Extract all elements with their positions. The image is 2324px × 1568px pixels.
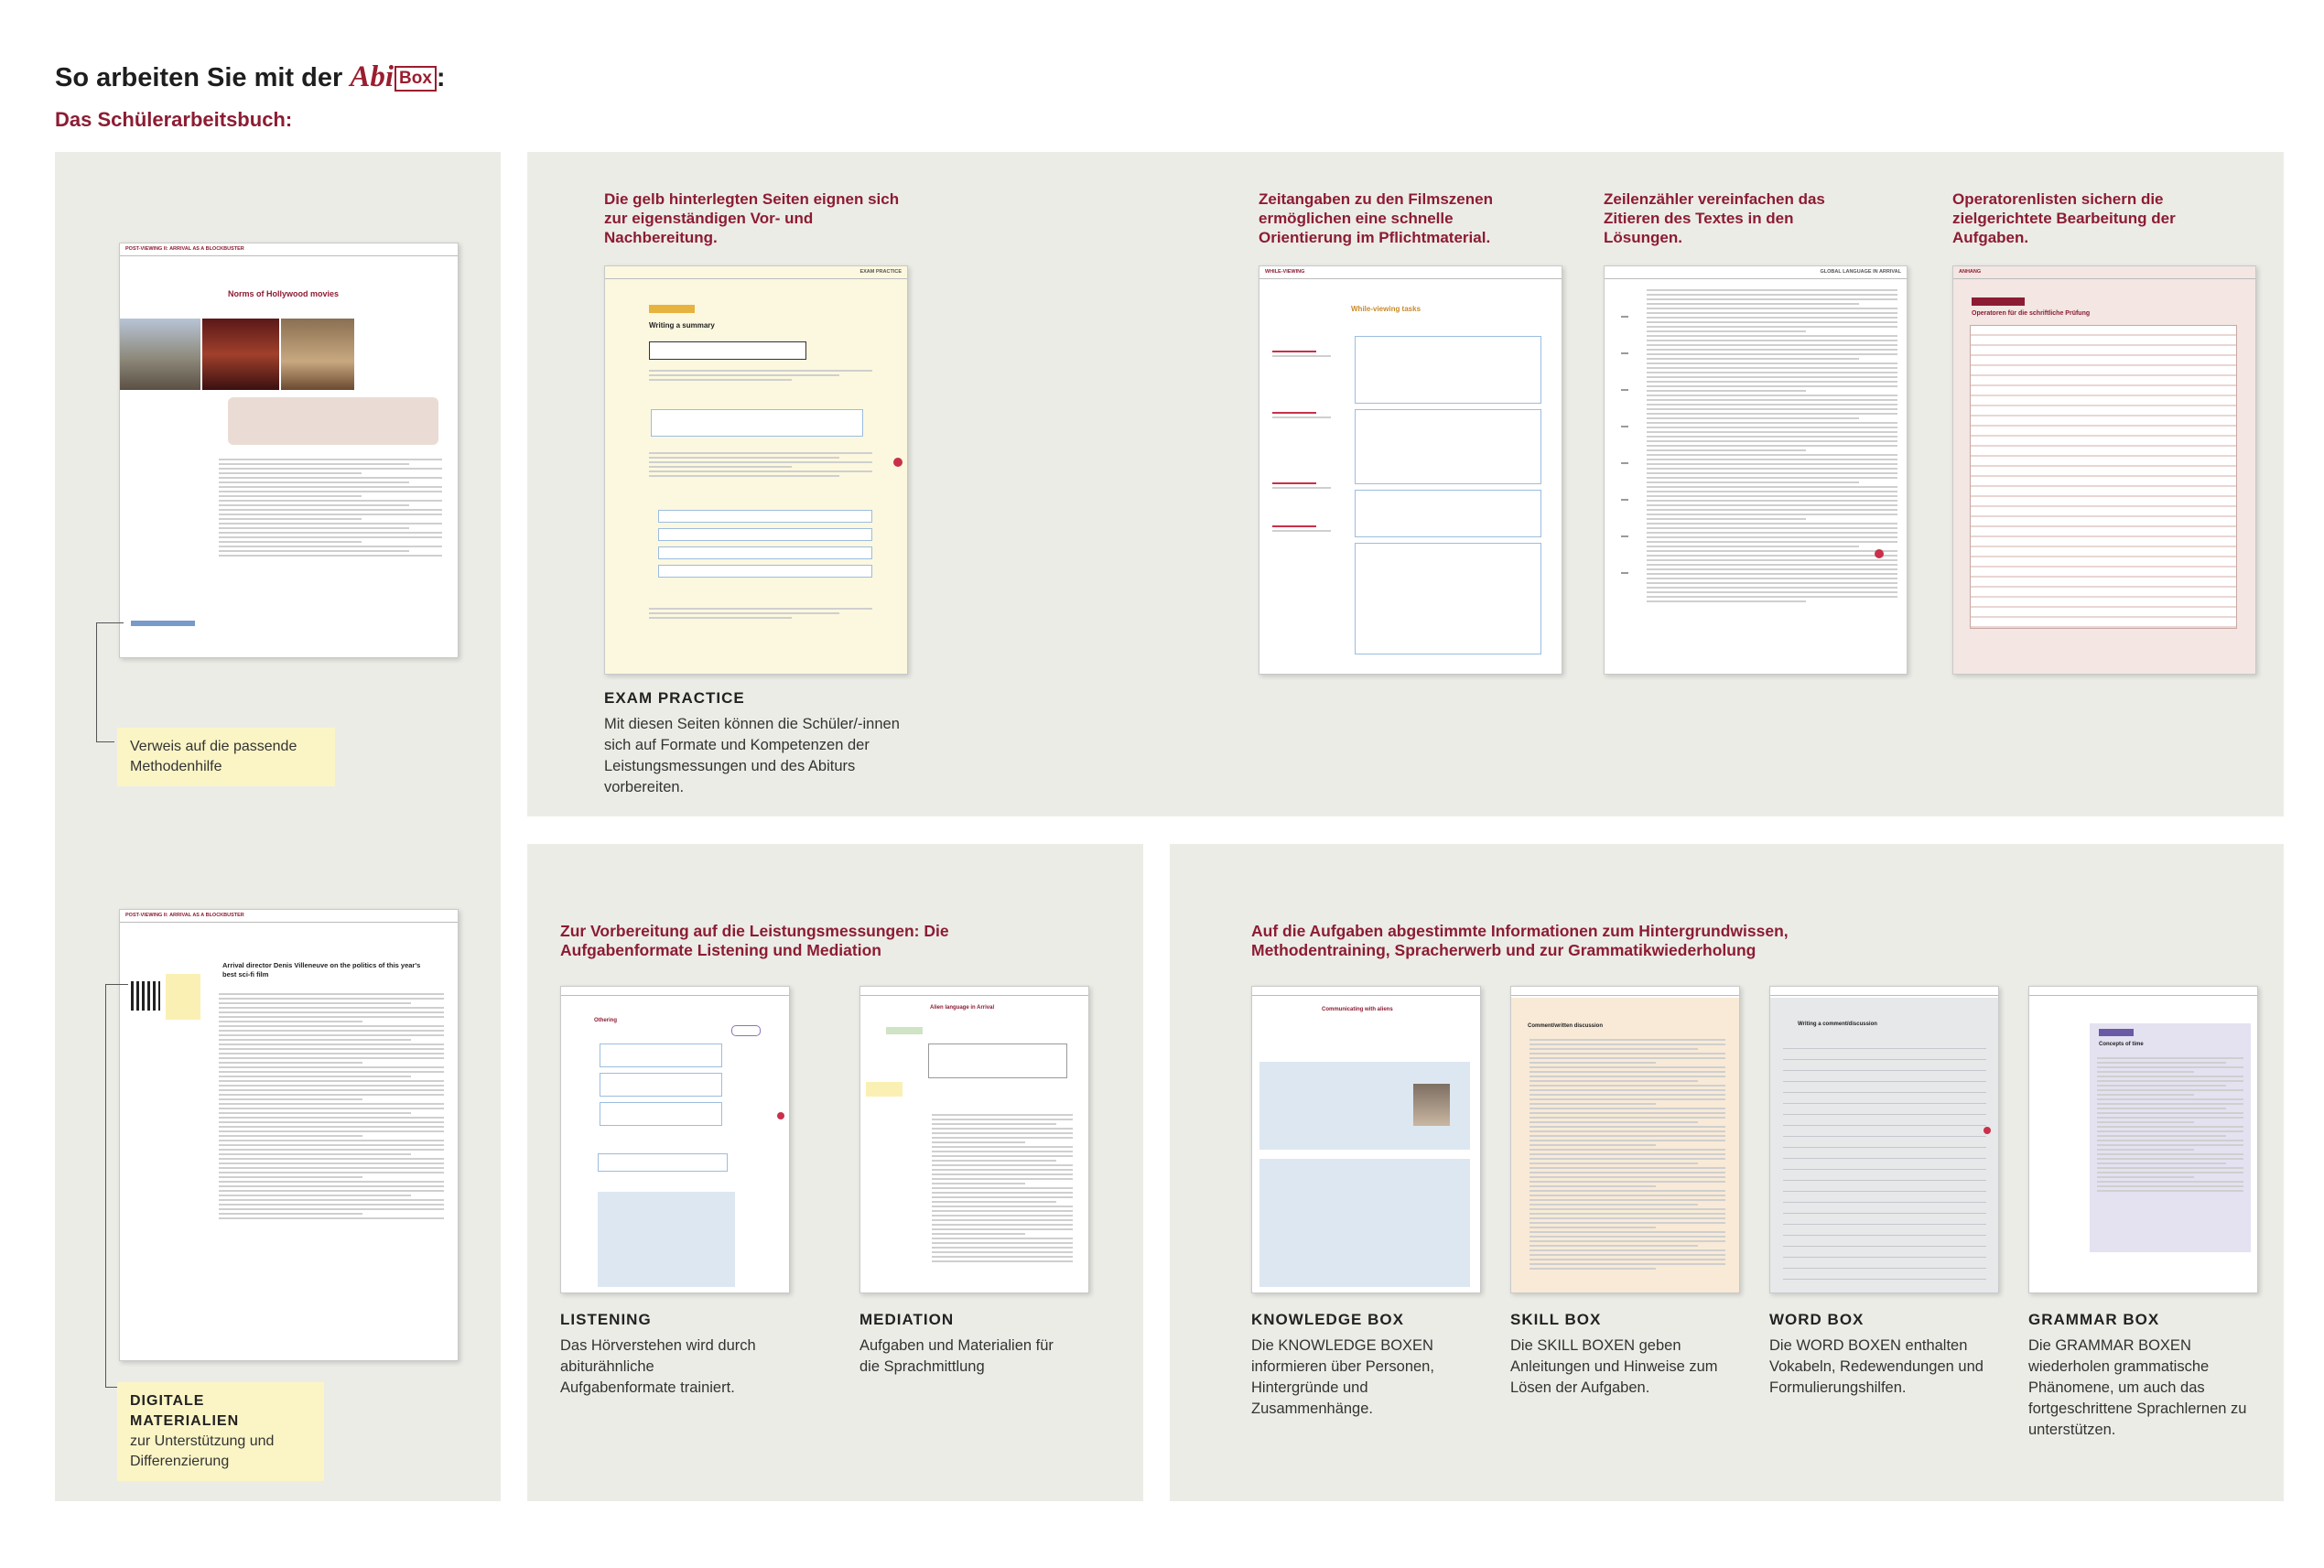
note-methods-text: Verweis auf die passende Methodenhilfe <box>130 739 297 774</box>
film-task-boxes <box>1347 330 1549 660</box>
info-boxes-caption: Auf die Aufgaben abgestimmte Informationen zum Hintergrundwissen, Methodentraining, Spracherwerb und zur Grammatikwiederholung <box>1251 922 1789 959</box>
page-running-header <box>1511 987 1739 996</box>
exam-label: EXAM PRACTICE <box>604 689 745 707</box>
skill-box-page <box>1510 986 1740 1293</box>
page-marker-icon <box>777 1112 784 1119</box>
page-heading: Comment/written discussion <box>1528 1023 1604 1029</box>
exam-statements <box>651 504 880 583</box>
exam-instructions-box <box>649 341 806 360</box>
page-heading: Arrival director Denis Villeneuve on the politics of this year's best sci-fi film <box>222 961 421 979</box>
page-heading: Writing a comment/discussion <box>1798 1022 1877 1027</box>
exam-text-2 <box>642 449 880 480</box>
hollywood-photo <box>120 319 200 390</box>
methods-connector-bottom <box>96 741 114 742</box>
mediation-text <box>924 1111 1080 1265</box>
grammar-box-description: Die GRAMMAR BOXEN wiederholen grammatische Phänomene, um auch das fortgeschrittene Sprachlernen zu unterstützen. <box>2028 1337 2247 1438</box>
page-marker-icon <box>1984 1127 1991 1134</box>
page-running-header: ANHANG <box>1953 266 2255 279</box>
methods-connector <box>96 622 97 741</box>
note-digital <box>117 1382 324 1481</box>
knowledge-box-page <box>1251 986 1481 1293</box>
operators-table <box>1970 325 2237 629</box>
title-colon: : <box>436 63 446 92</box>
listening-label: LISTENING <box>560 1311 652 1328</box>
page-heading: Alien language in Arrival <box>930 1005 995 1011</box>
exam-answer-box <box>651 409 863 437</box>
skill-box-description: Die SKILL BOXEN geben Anleitungen und Hinweise zum Lösen der Aufgaben. <box>1510 1337 1718 1396</box>
page-running-header: POST-VIEWING II: ARRIVAL AS A BLOCKBUSTER <box>120 910 458 923</box>
qr-code-icon <box>131 981 160 1011</box>
page-heading: Operatoren für die schriftliche Prüfung <box>1972 310 2091 317</box>
film-timestamps <box>1265 338 1338 535</box>
grammar-box-tag <box>2099 1029 2134 1036</box>
digital-connector-top <box>105 984 128 985</box>
listening-answer-boxes <box>592 1038 730 1131</box>
word-box-label: WORD BOX <box>1769 1311 1865 1328</box>
audio-icon <box>731 1025 761 1036</box>
word-table <box>1783 1038 1986 1283</box>
page-heading: Othering <box>594 1018 617 1023</box>
word-box-page <box>1769 986 1999 1293</box>
task-list <box>211 456 449 559</box>
digital-connector <box>105 984 106 1387</box>
knowledge-box-description: Die KNOWLEDGE BOXEN informieren über Personen, Hintergründe und Zusammenhänge. <box>1251 1337 1434 1417</box>
abibox-logo-abi: Abi <box>350 60 395 93</box>
page-running-header: EXAM PRACTICE <box>605 266 907 279</box>
exam-text <box>642 367 880 384</box>
page-heading: Concepts of time <box>2099 1042 2144 1047</box>
word-box-description: Die WORD BOXEN enthalten Vokabeln, Redewendungen und Formulierungshilfen. <box>1769 1337 1984 1396</box>
grammar-box-page <box>2028 986 2258 1293</box>
note-digital-label: DIGITALE MATERIALIEN <box>130 1393 240 1429</box>
cinema-photo <box>202 319 279 390</box>
mediation-label: MEDIATION <box>859 1311 955 1328</box>
grammar-text <box>2090 1054 2251 1195</box>
page-running-header: WHILE-VIEWING <box>1259 266 1562 279</box>
operators-tag <box>1972 297 2025 306</box>
couple-photo <box>281 319 354 390</box>
quote-box <box>228 397 438 445</box>
page-marker-icon <box>1875 549 1884 558</box>
page-heading: Communicating with aliens <box>1322 1007 1393 1012</box>
page-running-header <box>860 987 1088 996</box>
listening-page <box>560 986 790 1293</box>
listening-mediation-caption: Zur Vorbereitung auf die Leistungsmessungen: Die Aufgabenformate Listening und Mediation <box>560 922 949 959</box>
grammar-box-label: GRAMMAR BOX <box>2028 1311 2160 1328</box>
listening-answer-box-2 <box>598 1153 728 1172</box>
operators-page <box>1952 265 2256 675</box>
film-caption: Zeitangaben zu den Filmszenen ermöglichen eine schnelle Orientierung im Pflichtmaterial. <box>1259 190 1493 246</box>
exam-description: Mit diesen Seiten können die Schüler/-innen sich auf Formate und Kompetenzen der Leistungsmessungen und des Abiturs vorbereiten. <box>604 716 900 795</box>
mediation-source-box <box>928 1044 1067 1078</box>
page-running-header <box>2029 987 2257 996</box>
knowledge-box-linguistics <box>1259 1159 1470 1287</box>
knowledge-box-ref <box>131 621 195 626</box>
exam-practice-page <box>604 265 908 675</box>
textbook-page-norms <box>119 243 459 658</box>
exam-caption: Die gelb hinterlegten Seiten eignen sich zur eigenständigen Vor- und Nachbereitung. <box>604 190 900 246</box>
page-running-header <box>1770 987 1998 996</box>
page-marker-icon <box>893 458 903 467</box>
operators-caption: Operatorenlisten sichern die zielgerichtete Bearbeitung der Aufgaben. <box>1952 190 2176 246</box>
portrait-photo <box>1413 1084 1450 1126</box>
subtitle: Das Schülerarbeitsbuch: <box>55 108 293 131</box>
page-title <box>55 60 446 94</box>
exam-practice-tag <box>649 305 695 313</box>
methods-connector-top <box>96 622 124 623</box>
while-viewing-page <box>1259 265 1562 675</box>
title-text: So arbeiten Sie mit der <box>55 63 343 92</box>
page-heading: Writing a summary <box>649 321 715 330</box>
listening-description: Das Hörverstehen wird durch abiturähnliche Aufgabenformate trainiert. <box>560 1337 756 1396</box>
line-counter <box>1614 294 1632 577</box>
page-running-header: GLOBAL LANGUAGE IN ARRIVAL <box>1605 266 1907 279</box>
knowledge-box <box>598 1192 735 1287</box>
article-text <box>1639 287 1905 605</box>
skill-text <box>1522 1036 1733 1272</box>
abibox-logo-box: Box <box>395 66 437 92</box>
global-language-page <box>1604 265 1908 675</box>
page-running-header: POST-VIEWING II: ARRIVAL AS A BLOCKBUSTER <box>120 243 458 256</box>
mediation-page <box>859 986 1089 1293</box>
digital-hint <box>166 974 200 1020</box>
note-methods <box>117 728 335 786</box>
textbook-page-arrival-director <box>119 909 459 1361</box>
mediation-description: Aufgaben und Materialien für die Sprachmittlung <box>859 1337 1054 1375</box>
page-heading: While-viewing tasks <box>1351 305 1421 313</box>
exam-text-3 <box>642 605 880 622</box>
skill-box-label: SKILL BOX <box>1510 1311 1602 1328</box>
page-running-header <box>1252 987 1480 996</box>
lines-caption: Zeilenzähler vereinfachen das Zitieren des Textes in den Lösungen. <box>1604 190 1825 246</box>
page-running-header <box>561 987 789 996</box>
knowledge-box-label: KNOWLEDGE BOX <box>1251 1311 1404 1328</box>
mediation-arrow-icon <box>886 1027 923 1034</box>
mediation-hint <box>866 1082 903 1097</box>
page-heading: Norms of Hollywood movies <box>228 289 340 298</box>
note-digital-text: zur Unterstützung und Differenzierung <box>130 1433 275 1469</box>
article-text <box>211 990 451 1222</box>
